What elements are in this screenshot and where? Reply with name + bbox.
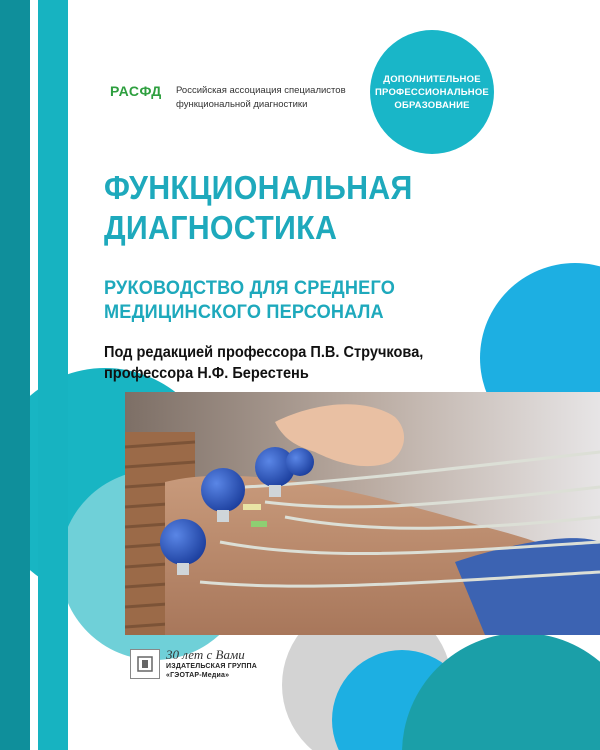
cover-photo-ecg-electrodes: [125, 392, 600, 635]
editors-line-2: профессора Н.Ф. Берестень: [104, 365, 309, 382]
book-title-line-2: ДИАГНОСТИКА: [104, 209, 338, 246]
publisher-text: [166, 648, 257, 680]
organization-name: [176, 84, 346, 112]
badge-line-1: ДОПОЛНИТЕЛЬНОЕ: [383, 73, 481, 85]
badge-line-3: ОБРАЗОВАНИЕ: [394, 99, 470, 111]
organization-name-line-1: Российская ассоциация специалистов: [176, 85, 346, 96]
book-subtitle: [104, 276, 395, 324]
book-editors: [104, 342, 423, 384]
book-subtitle-line-2: МЕДИЦИНСКОГО ПЕРСОНАЛА: [104, 301, 384, 323]
ecg-photo-illustration: [125, 392, 600, 635]
education-badge: [370, 30, 494, 154]
book-subtitle-line-1: РУКОВОДСТВО ДЛЯ СРЕДНЕГО: [104, 277, 395, 299]
editors-line-1: Под редакцией профессора П.В. Стручкова,: [104, 344, 424, 361]
ecg-suction-electrode-icon: [201, 468, 245, 512]
book-square-icon: [130, 649, 160, 679]
publisher-block: [130, 648, 257, 680]
cover-side-stripe: [38, 0, 68, 750]
organization-name-line-2: функциональной диагностики: [176, 99, 308, 110]
book-title-line-1: ФУНКЦИОНАЛЬНАЯ: [104, 169, 413, 206]
publisher-line-2: «ГЭОТАР-Медиа»: [166, 672, 230, 679]
ecg-suction-electrode-icon: [160, 519, 206, 565]
badge-line-2: ПРОФЕССИОНАЛЬНОЕ: [375, 86, 489, 98]
publisher-line-1: ИЗДАТЕЛЬСКАЯ ГРУППА: [166, 663, 257, 670]
publisher-anniversary: 30 лет с Вами: [166, 647, 245, 662]
book-title: [104, 168, 413, 248]
cover-spine-band: [0, 0, 30, 750]
ecg-suction-electrode-icon: [286, 448, 314, 476]
rasfd-logo: РАСФД: [110, 83, 162, 99]
